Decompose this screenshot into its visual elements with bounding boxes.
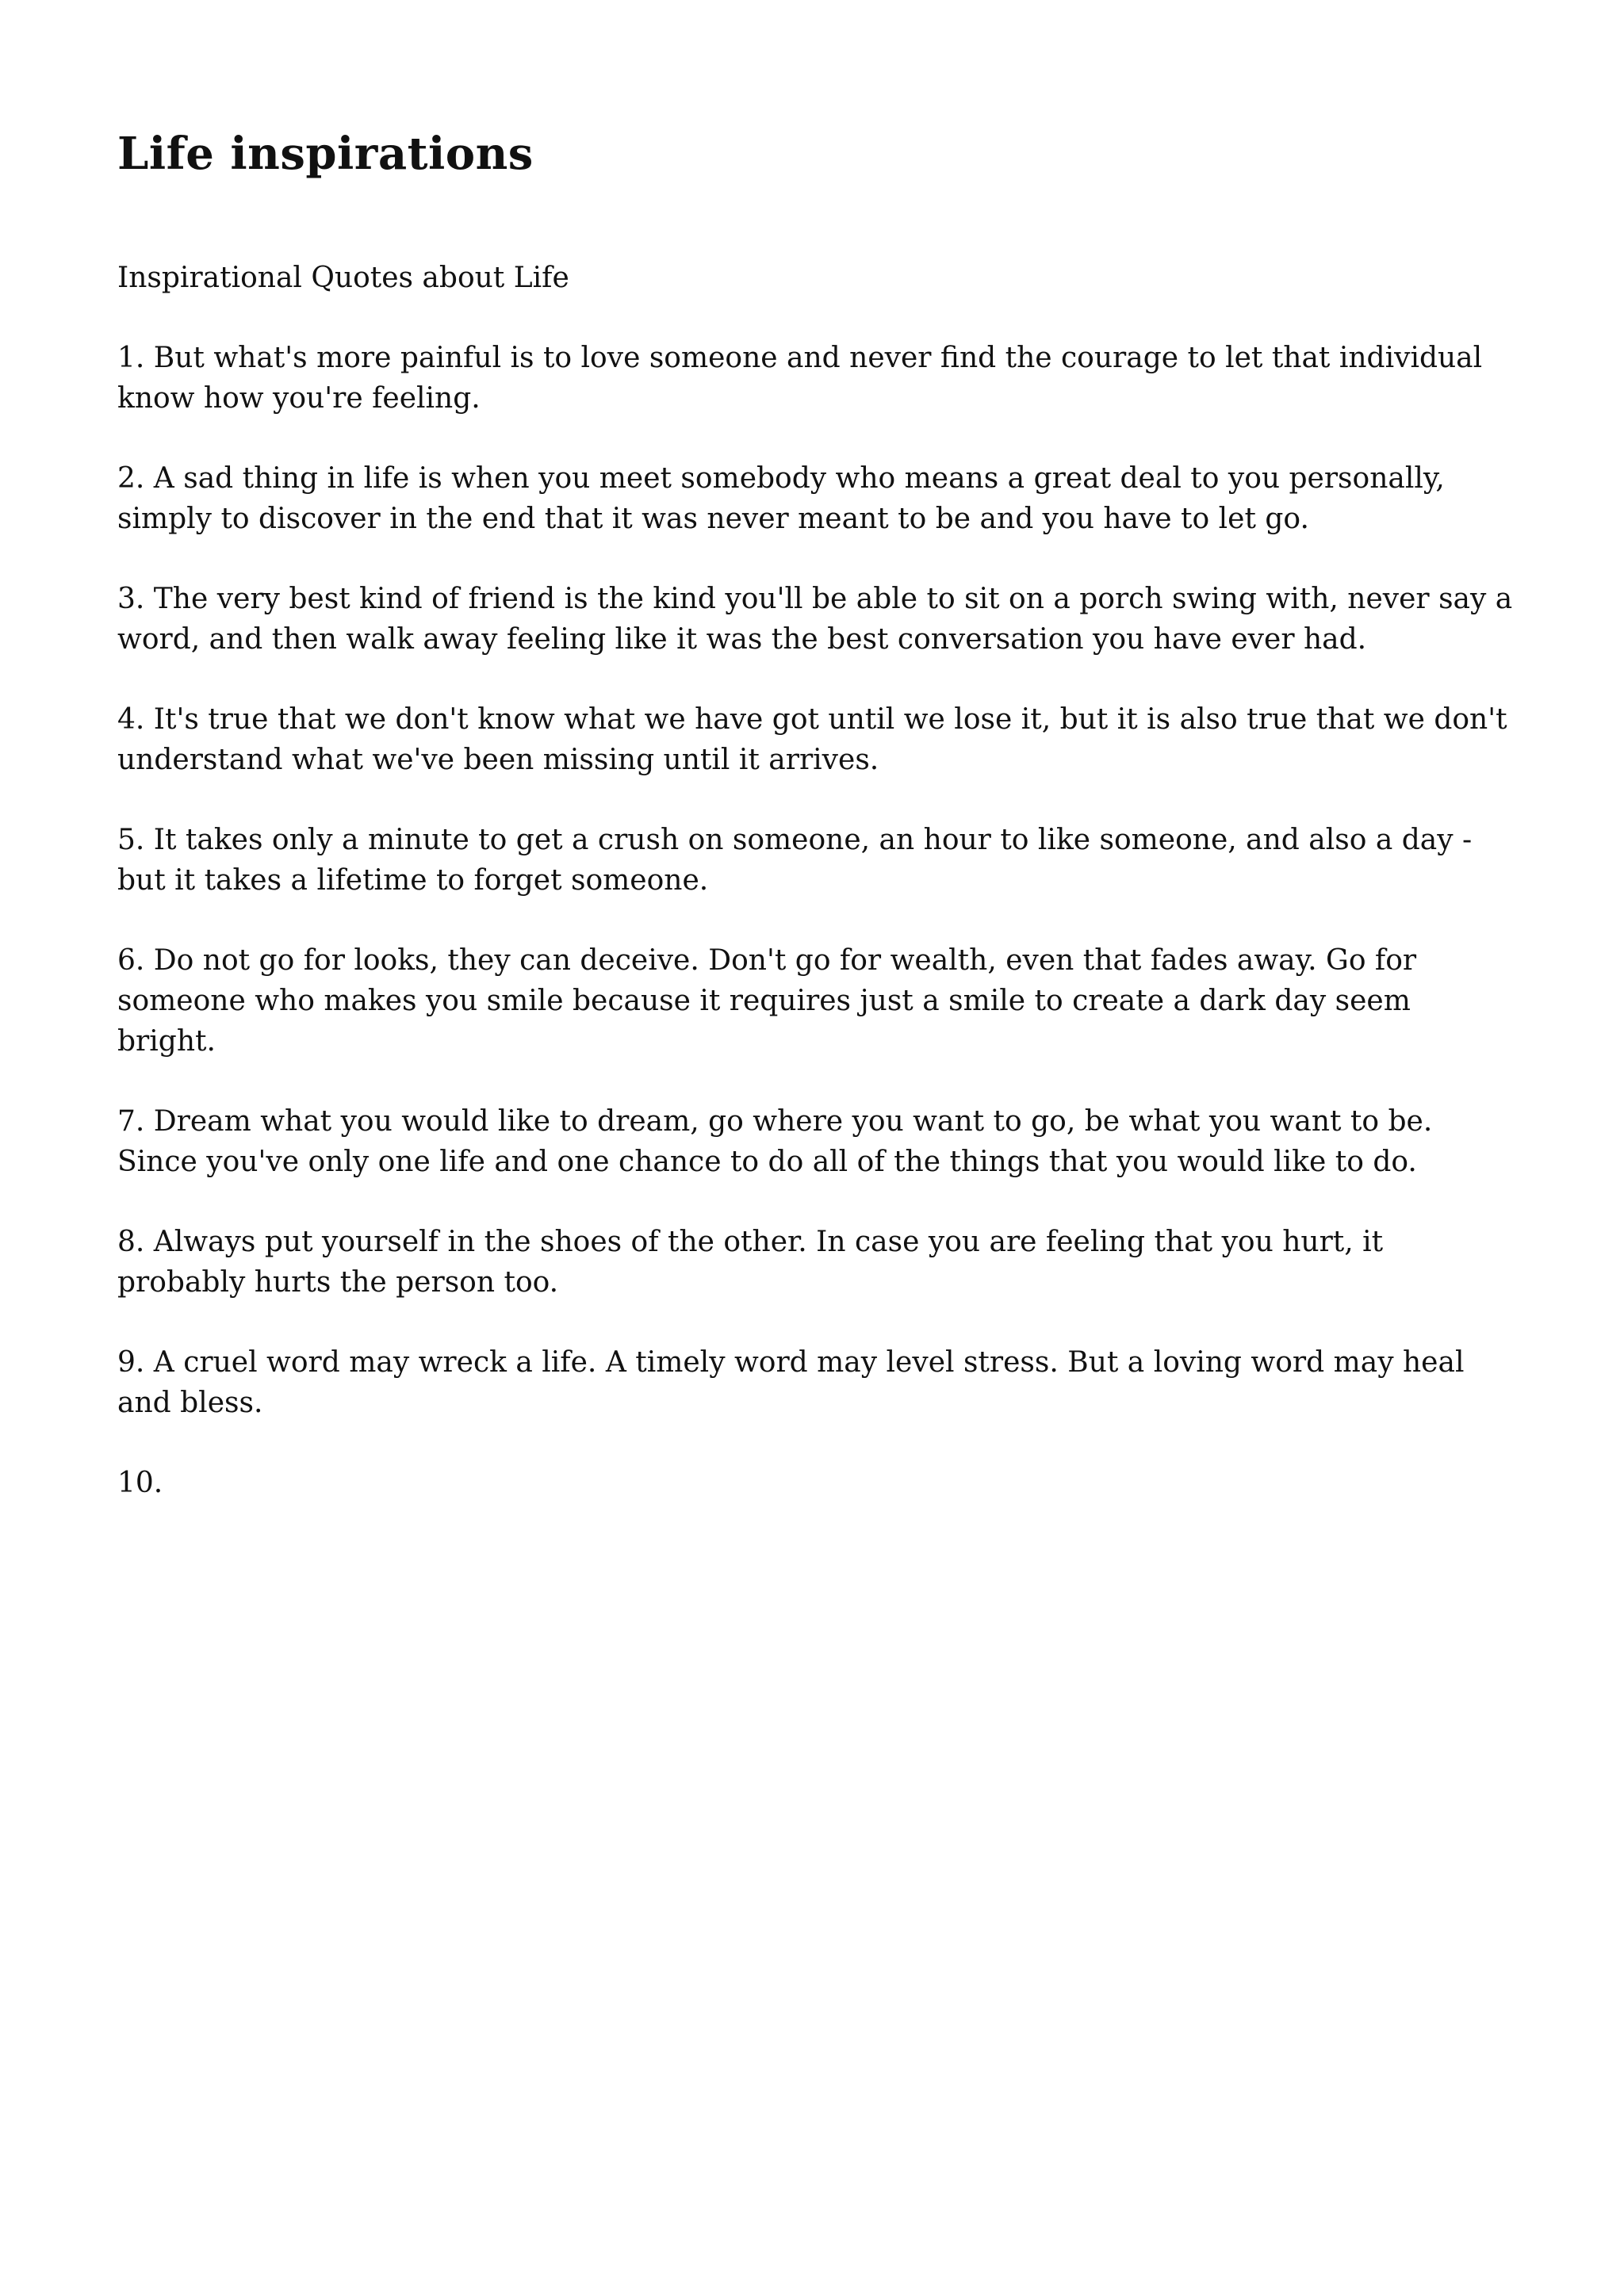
quote-item-4: 4. It's true that we don't know what we have got until we lose it, but it is also true that we don't understand what we've been missing until it arrives. xyxy=(117,703,1507,776)
intro-heading: Inspirational Quotes about Life xyxy=(117,262,569,294)
quote-item-6: 6. Do not go for looks, they can deceive. Don't go for wealth, even that fades away. Go for someone who makes you smile because it requires just a smile to create a dark day seem bright. xyxy=(117,944,1417,1058)
quote-item-5: 5. It takes only a minute to get a crush on someone, an hour to like someone, and also a day -but it takes a lifetime to forget someone. xyxy=(117,824,1473,897)
quote-item-7: 7. Dream what you would like to dream, go where you want to go, be what you want to be. Since you've only one life and one chance to do all of the things that you would like to do. xyxy=(117,1105,1433,1178)
document-body xyxy=(117,258,1513,1543)
quote-item-9: 9. A cruel word may wreck a life. A timely word may level stress. But a loving word may heal and bless. xyxy=(117,1346,1465,1419)
quote-item-1: 1. But what's more painful is to love someone and never find the courage to let that individual know how you're feeling. xyxy=(117,342,1483,415)
page-title: Life inspirations xyxy=(117,128,534,180)
quote-item-3: 3. The very best kind of friend is the kind you'll be able to sit on a porch swing with, never say a word, and then walk away feeling like it was the best conversation you have ever had. xyxy=(117,583,1513,656)
quote-item-2: 2. A sad thing in life is when you meet somebody who means a great deal to you personally, simply to discover in the end that it was never meant to be and you have to let go. xyxy=(117,462,1445,535)
quote-list xyxy=(117,338,1513,1503)
quote-item-8: 8. Always put yourself in the shoes of the other. In case you are feeling that you hurt, it probably hurts the person too. xyxy=(117,1226,1384,1299)
quote-item-10: 10. xyxy=(117,1467,163,1499)
